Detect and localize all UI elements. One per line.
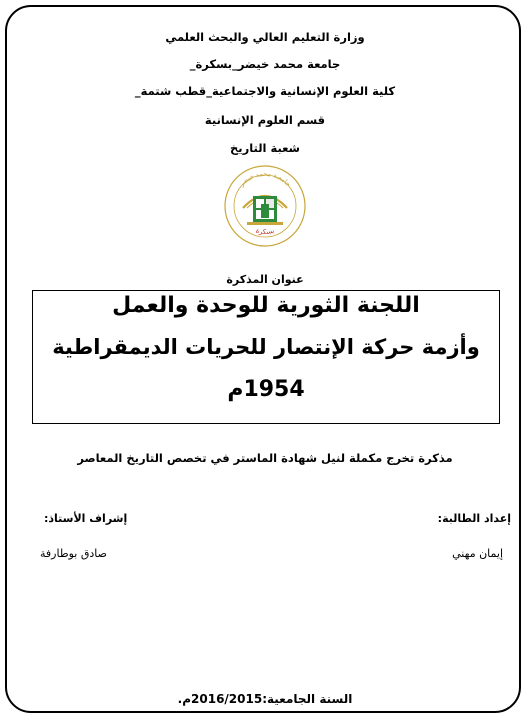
branch-name: شعبة التاريخ — [230, 141, 300, 155]
thesis-title-line-1: اللجنة الثورية للوحدة والعمل — [112, 293, 420, 318]
student-label: إعداد الطالبة: — [437, 512, 511, 525]
ministry-name: وزارة التعليم العالي والبحث العلمي — [165, 30, 365, 44]
academic-year: السنة الجامعية:2016/2015م. — [177, 692, 353, 706]
thesis-title-line-2: وأزمة حركة الإنتصار للحريات الديمقراطية — [52, 335, 480, 359]
thesis-title-line-3: 1954م — [227, 377, 305, 402]
university-name: جامعة محمد خيضر_بسكرة_ — [189, 57, 341, 71]
title-box — [32, 290, 500, 424]
thesis-label: عنوان المذكرة — [226, 273, 304, 286]
supervisor-label: إشراف الأستاذ: — [44, 512, 128, 525]
thesis-description: مذكرة تخرج مكملة لنيل شهادة الماستر في تخصص التاريخ المعاصر — [77, 451, 453, 465]
department-name: قسم العلوم الإنسانية — [204, 113, 326, 127]
university-seal-icon — [223, 164, 307, 248]
student-name: إيمان مهني — [452, 547, 503, 560]
supervisor-name: صادق بوطارفة — [40, 547, 107, 560]
faculty-name: كلية العلوم الإنسانية والاجتماعية_قطب شتمة_ — [134, 84, 396, 98]
logo-arc-bottom: بسكرة — [254, 226, 276, 237]
logo-arc-top: جامعـة محمد خيضر — [237, 169, 293, 189]
